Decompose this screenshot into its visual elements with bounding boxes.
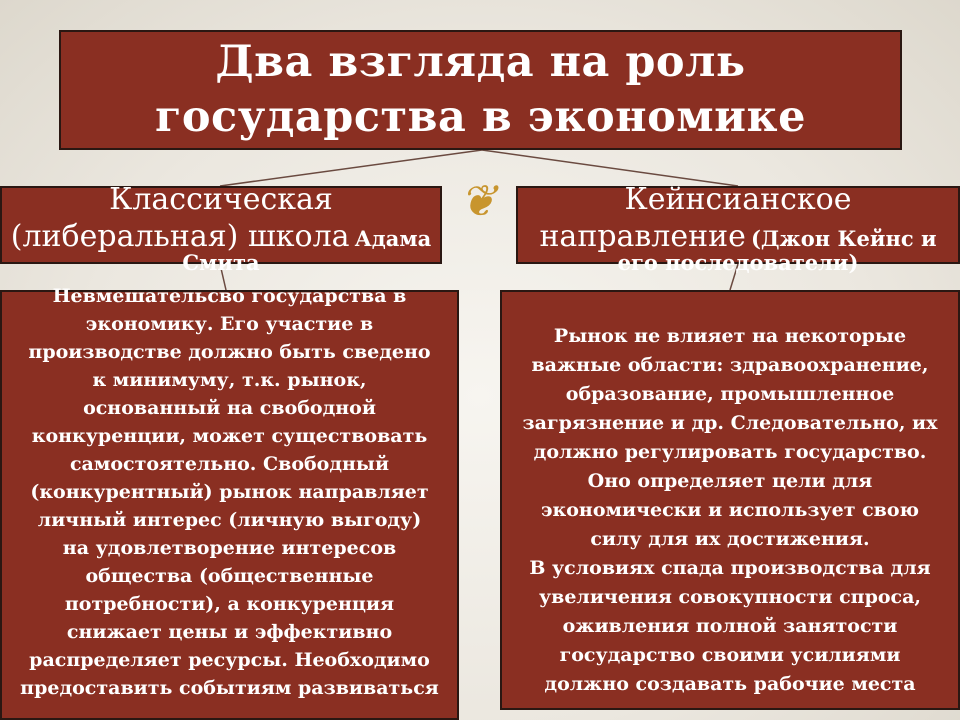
classical-text-line: снижает цены и эффективно [66,621,393,643]
keynesian-text-line: образование, промышленное [565,383,895,405]
classical-text-line: (конкурентный) рынок направляет [30,481,429,503]
classical-heading-main: (либеральная) школа [10,219,350,254]
slide-title: Два взгляда на роль государства в экономике [155,37,806,142]
keynesian-text-line: увеличения совокупности спроса, [538,586,922,608]
classical-text-line: конкуренции, может существовать [31,425,428,447]
classical-text-line: производстве должно быть сведено [28,341,431,363]
keynesian-text-line: должно регулировать государство. [533,441,927,463]
keynesian-heading-line-3: его последователи) [617,250,859,275]
classical-text-line: к минимуму, т.к. рынок, [92,369,367,391]
keynesian-text-line: государство своими усилиями [559,644,901,666]
classical-text-line: Невмешательсво государства в [52,285,407,307]
keynesian-text-line: Рынок не влияет на некоторые [553,325,907,347]
classical-text-line: потребности), а конкуренция [64,593,395,615]
keynesian-text-line: силу для их достижения. [590,528,870,550]
keynesian-text-line: должно создавать рабочие места [544,673,916,695]
classical-heading-line-3: Смита [182,250,260,275]
classical-text-line: самостоятельно. Свободный [69,453,390,475]
keynesian-text-line: загрязнение и др. Следовательно, их [522,412,938,434]
classical-description-box [0,285,459,720]
keynesian-heading-line-1: Кейнсианское [624,182,852,217]
classical-text-line: экономику. Его участие в [85,313,374,335]
keynesian-header [516,182,960,275]
keynesian-text-line: В условиях спада производства для [529,557,931,579]
classical-heading-line-1: Классическая [109,182,333,217]
classical-text-line: на удовлетворение интересов [62,537,397,559]
keynesian-description-box [500,290,960,710]
classical-text-line: общества (общественные [85,565,374,587]
keynesian-text-line: оживления полной занятости [562,615,898,637]
classical-text-line: основанный на свободной [83,397,376,419]
fleuron-icon: ❦ [459,176,497,227]
keynesian-heading-main: направление [539,219,746,254]
classical-heading-author: Адама [354,226,432,251]
classical-text-line: предоставить событиям развиваться [20,677,439,699]
keynesian-text-line: экономически и использует свою [540,499,920,521]
classical-text-line: личный интерес (личную выгоду) [37,509,422,531]
keynesian-text-line: Оно определяет цели для [587,470,873,492]
keynesian-heading-author: (Джон Кейнс и [750,226,937,251]
keynesian-text-line: важные области: здравоохранение, [531,354,929,376]
classical-text-line: распределяет ресурсы. Необходимо [29,649,430,671]
classical-school-header [0,182,442,275]
title-box [59,30,902,150]
